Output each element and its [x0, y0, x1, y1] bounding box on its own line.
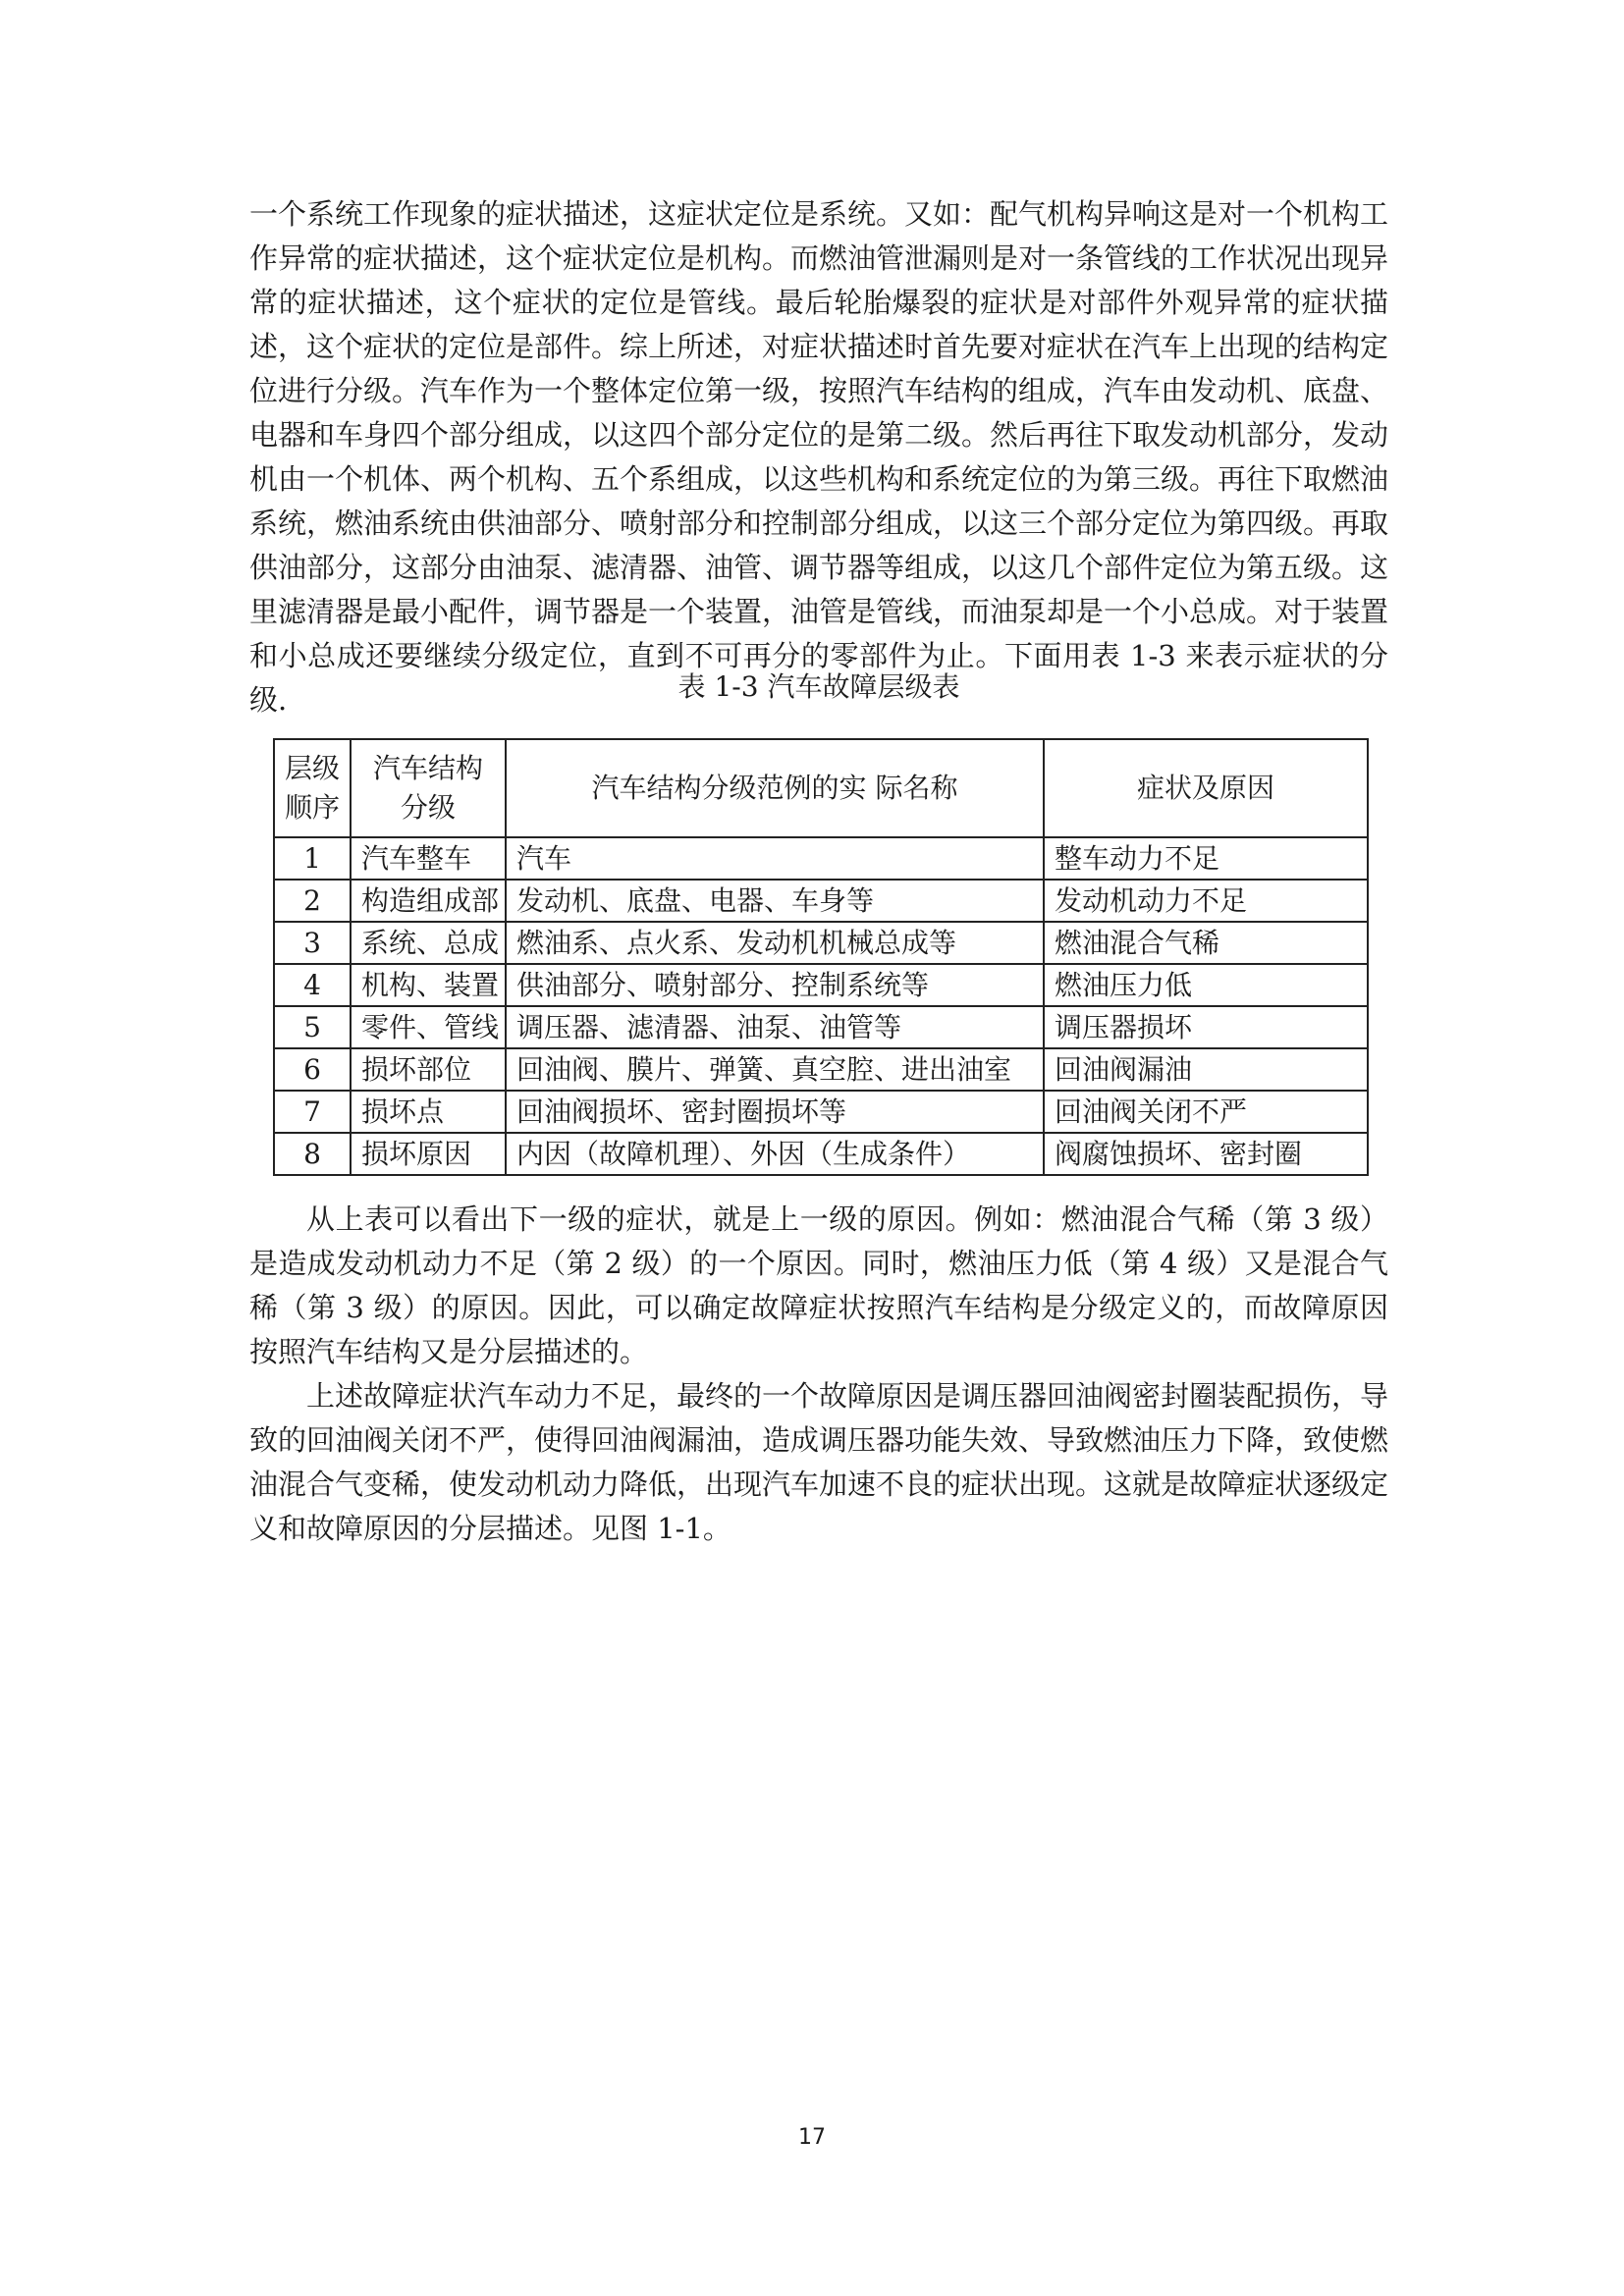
header-structure-line1: 汽车结构	[372, 752, 483, 784]
cell-symptom: 燃油压力低	[1044, 964, 1368, 1006]
cell-order: 3	[274, 922, 351, 964]
paragraph-symptom-levels: 一个系统工作现象的症状描述，这症状定位是系统。又如：配气机构异响这是对一个机构工作异常的症状描述，这个症状定位是机构。而燃油管泄漏则是对一条管线的工作状况出现异常的症状描述，这个症状的定位是管线。最后轮胎爆裂的症状是对部件外观异常的症状描述，这个症状的定位是部件。综上所述，对症状描述时首先要对症状在汽车上出现的结构定位进行分级。汽车作为一个整体定位第一级，按照汽车结构的组成，汽车由发动机、底盘、电器和车身四个部分组成，以这四个部分定位的是第二级。然后再往下取发动机部分，发动机由一个机体、两个机构、五个系组成，以这些机构和系统定位的为第三级。再往下取燃油系统，燃油系统由供油部分、喷射部分和控制部分组成，以这三个部分定位为第四级。再取供油部分，这部分由油泵、滤清器、油管、调节器等组成，以这几个部件定位为第五级。这里滤清器是最小配件，调节器是一个装置，油管是管线，而油泵却是一个小总成。对于装置和小总成还要继续分级定位，直到不可再分的零部件为止。下面用表 1-3 来表示症状的分级.	[249, 197, 1389, 717]
cell-order: 8	[274, 1133, 351, 1175]
cell-example: 供油部分、喷射部分、控制系统等	[506, 964, 1044, 1006]
cell-structure: 构造组成部	[351, 880, 506, 922]
cell-symptom: 回油阀漏油	[1044, 1048, 1368, 1091]
cell-structure: 机构、装置	[351, 964, 506, 1006]
cell-example: 汽车	[506, 837, 1044, 880]
cell-structure: 系统、总成	[351, 922, 506, 964]
cell-order: 1	[274, 837, 351, 880]
table-row	[274, 1133, 1368, 1175]
cell-example: 调压器、滤清器、油泵、油管等	[506, 1006, 1044, 1048]
table-header-row	[274, 739, 1368, 837]
paragraph-table-explanation: 从上表可以看出下一级的症状，就是上一级的原因。例如：燃油混合气稀（第 3 级）是造成发动机动力不足（第 2 级）的一个原因。同时，燃油压力低（第 4 级）又是混合气稀（第 3 级）的原因。因此，可以确定故障症状按照汽车结构是分级定义的，而故障原因按照汽车结构又是分层描述的。	[249, 1202, 1388, 1368]
cell-symptom: 回油阀关闭不严	[1044, 1091, 1368, 1133]
cell-example: 回油阀、膜片、弹簧、真空腔、进出油室	[506, 1048, 1044, 1091]
table-row	[274, 1091, 1368, 1133]
cell-example: 发动机、底盘、电器、车身等	[506, 880, 1044, 922]
cell-structure: 零件、管线	[351, 1006, 506, 1048]
header-symptom: 症状及原因	[1044, 739, 1368, 837]
table-row	[274, 1048, 1368, 1091]
cell-example: 回油阀损坏、密封圈损坏等	[506, 1091, 1044, 1133]
cell-structure: 汽车整车	[351, 837, 506, 880]
cell-structure: 损坏原因	[351, 1133, 506, 1175]
page-number: 17	[798, 2125, 826, 2150]
header-order-line1: 层级	[285, 752, 341, 784]
table-body	[274, 837, 1368, 1175]
fault-level-table	[273, 738, 1369, 1176]
header-structure	[351, 739, 506, 837]
cell-order: 5	[274, 1006, 351, 1048]
header-order	[274, 739, 351, 837]
header-order-line2: 顺序	[285, 791, 341, 824]
header-structure-line2: 分级	[400, 791, 456, 824]
table-row	[274, 964, 1368, 1006]
table-row	[274, 880, 1368, 922]
table-row	[274, 837, 1368, 880]
cell-symptom: 调压器损坏	[1044, 1006, 1368, 1048]
cell-order: 7	[274, 1091, 351, 1133]
paragraph-fault-example: 上述故障症状汽车动力不足，最终的一个故障原因是调压器回油阀密封圈装配损伤，导致的回油阀关闭不严，使得回油阀漏油，造成调压器功能失效、导致燃油压力下降，致使燃油混合气变稀，使发动机动力降低，出现汽车加速不良的症状出现。这就是故障症状逐级定义和故障原因的分层描述。见图 1-1。	[249, 1379, 1389, 1545]
cell-symptom: 整车动力不足	[1044, 837, 1368, 880]
header-example: 汽车结构分级范例的实 际名称	[506, 739, 1044, 837]
cell-order: 2	[274, 880, 351, 922]
cell-symptom: 发动机动力不足	[1044, 880, 1368, 922]
table-caption: 表 1-3 汽车故障层级表	[677, 670, 960, 703]
table-row	[274, 922, 1368, 964]
table-row	[274, 1006, 1368, 1048]
cell-order: 4	[274, 964, 351, 1006]
cell-symptom: 阀腐蚀损坏、密封圈	[1044, 1133, 1368, 1175]
cell-example: 燃油系、点火系、发动机机械总成等	[506, 922, 1044, 964]
cell-symptom: 燃油混合气稀	[1044, 922, 1368, 964]
cell-order: 6	[274, 1048, 351, 1091]
cell-example: 内因（故障机理）、外因（生成条件）	[506, 1133, 1044, 1175]
cell-structure: 损坏部位	[351, 1048, 506, 1091]
table-header	[274, 739, 1368, 837]
cell-structure: 损坏点	[351, 1091, 506, 1133]
